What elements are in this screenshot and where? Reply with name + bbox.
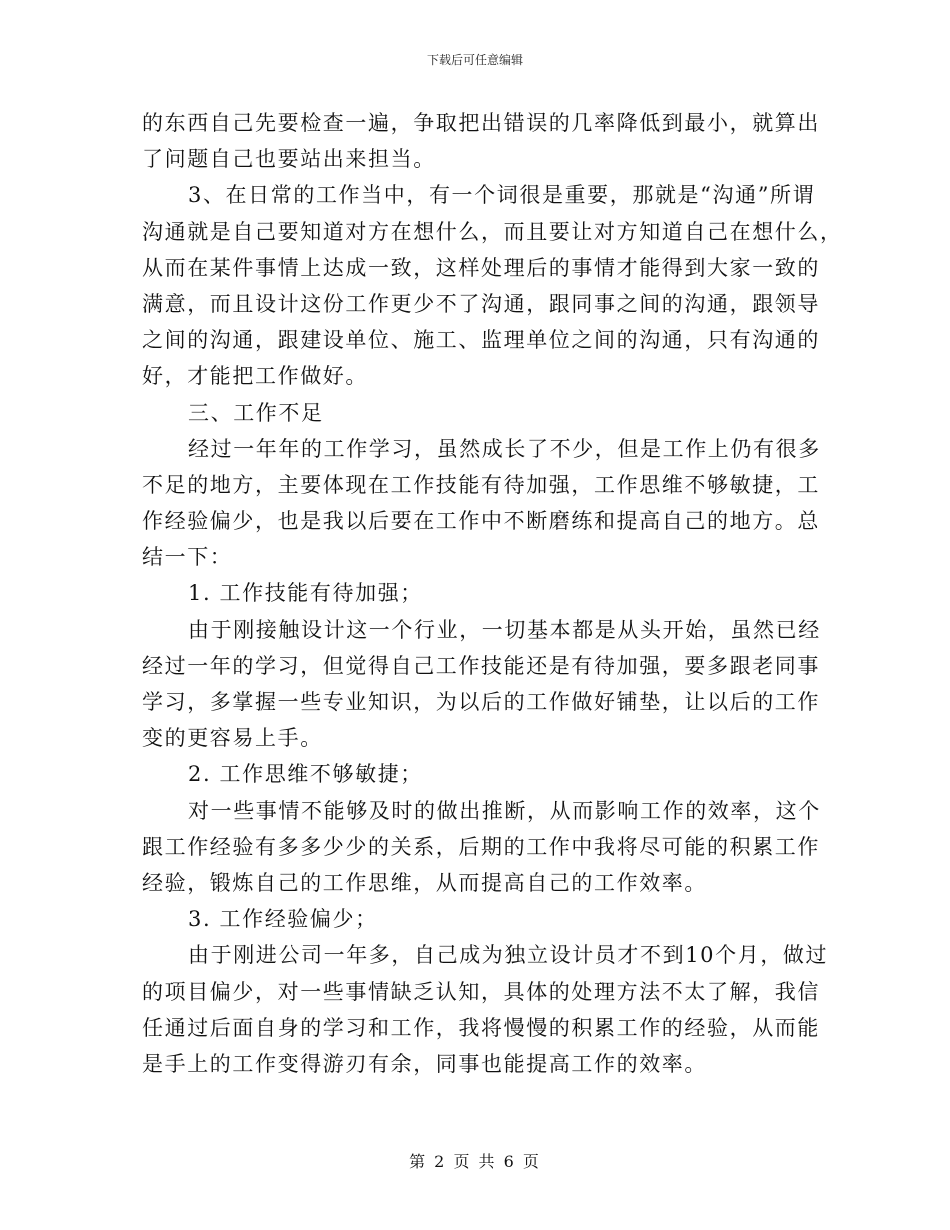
text-line: 学习，多掌握一些专业知识，为以后的工作做好铺垫，让以后的工作 — [142, 690, 820, 714]
text-line: 跟工作经验有多多少少的关系，后期的工作中我将尽可能的积累工作 — [142, 834, 820, 859]
text-line: 经验，锻炼自己的工作思维，从而提高自己的工作效率。 — [142, 870, 707, 895]
text-line: 作经验偏少，也是我以后要在工作中不断磨练和提高自己的地方。总 — [142, 509, 820, 534]
item-heading: 3. 工作经验偏少； — [188, 907, 378, 932]
page-header: 下载后可任意编辑 — [426, 53, 523, 67]
text-line: 满意，而且设计这份工作更少不了沟通，跟同事之间的沟通，跟领导 — [142, 291, 820, 316]
text-line: 沟通就是自己要知道对方在想什么，而且要让对方知道自己在想什么， — [142, 219, 843, 244]
text-line: 变的更容易上手。 — [142, 726, 323, 751]
text-line: 任通过后面自身的学习和工作，我将慢慢的积累工作的经验，从而能 — [142, 1015, 820, 1040]
item-heading: 1. 工作技能有待加强； — [188, 581, 423, 606]
text-line: 由于刚进公司一年多，自己成为独立设计员才不到10个月，做过 — [188, 943, 829, 968]
text-line: 对一些事情不能够及时的做出推断，从而影响工作的效率，这个 — [188, 798, 821, 823]
text-line: 的项目偏少，对一些事情缺乏认知，具体的处理方法不太了解，我信 — [142, 979, 820, 1004]
text-line: 从而在某件事情上达成一致，这样处理后的事情才能得到大家一致的 — [142, 255, 820, 280]
text-line: 经过一年年的工作学习，虽然成长了不少，但是工作上仍有很多 — [188, 436, 821, 461]
text-line: 不足的地方，主要体现在工作技能有待加强，工作思维不够敏捷，工 — [142, 472, 820, 497]
document-body — [142, 105, 843, 1082]
text-line: 是手上的工作变得游刃有余，同事也能提高工作的效率。 — [142, 1051, 707, 1076]
text-line: 由于刚接触设计这一个行业，一切基本都是从头开始，虽然已经 — [188, 617, 821, 642]
text-line: 好，才能把工作做好。 — [142, 364, 368, 389]
item-heading: 2. 工作思维不够敏捷； — [188, 762, 423, 787]
text-line: 3、在日常的工作当中，有一个词很是重要，那就是“沟通”所谓 — [188, 183, 816, 208]
section-heading: 三、工作不足 — [188, 400, 324, 425]
page-number-footer: 第 2 页 共 6 页 — [409, 1152, 541, 1171]
text-line: 了问题自己也要站出来担当。 — [142, 147, 436, 172]
text-line: 的东西自己先要检查一遍，争取把出错误的几率降低到最小，就算出 — [142, 111, 820, 135]
text-line: 结一下： — [142, 545, 233, 570]
text-line: 之间的沟通，跟建设单位、施工、监理单位之间的沟通，只有沟通的 — [142, 328, 820, 353]
text-line: 经过一年的学习，但觉得自己工作技能还是有待加强，要多跟老同事 — [142, 653, 820, 678]
